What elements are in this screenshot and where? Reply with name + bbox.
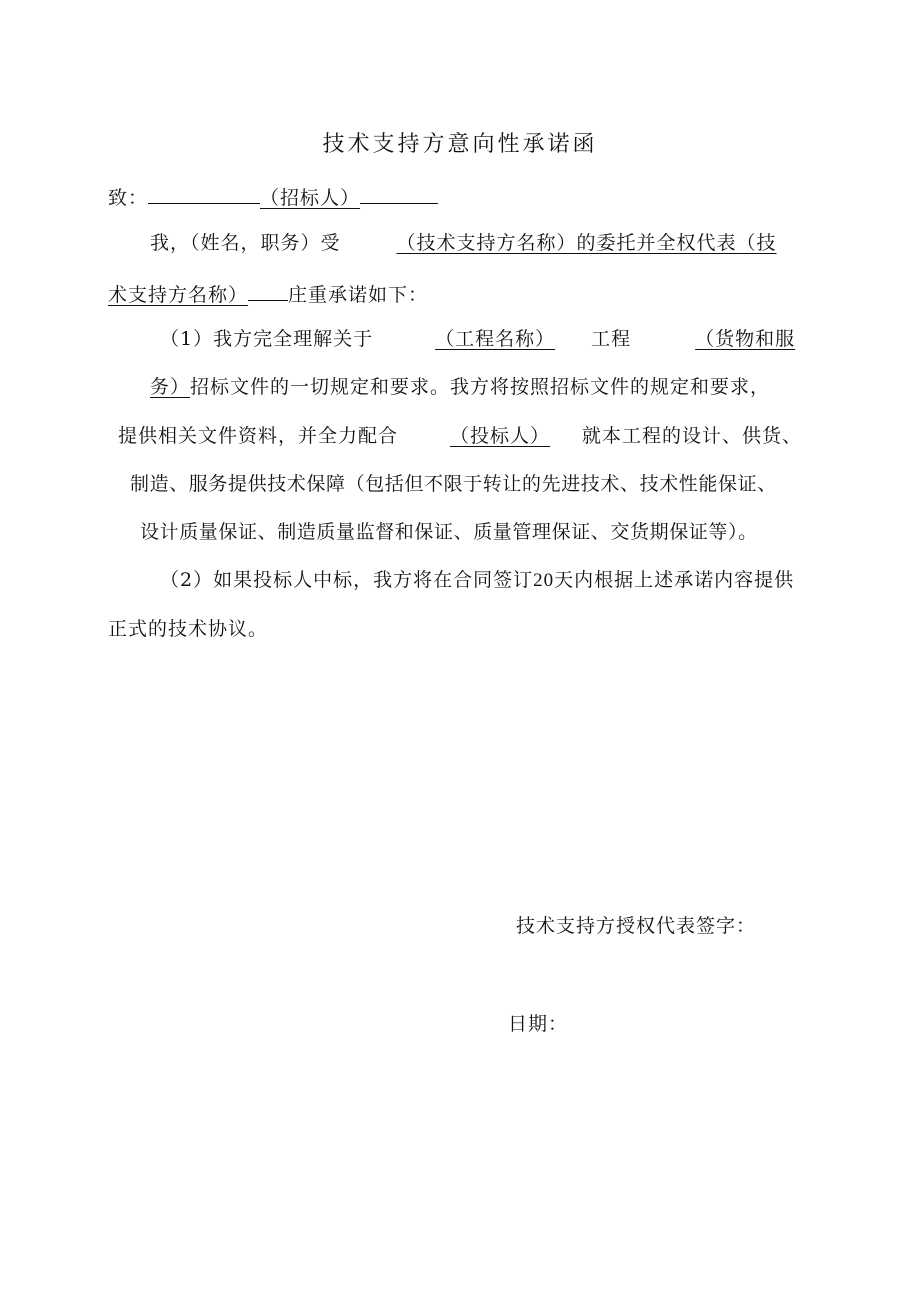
text-span: （2）如果投标人中标，我方将在合同签订 [160, 569, 534, 591]
goods-services-placeholder: （货物和服 [695, 328, 796, 350]
item-1-line-3 [118, 424, 802, 448]
text-span: 就本工程的设计、供货、 [582, 425, 803, 447]
text-span: （1）我方完全理解关于 [160, 328, 374, 350]
item-1-line-4 [130, 472, 777, 496]
text-span: 庄重承诺如下： [288, 284, 429, 306]
recipient-line [108, 183, 438, 210]
item-1-line-5 [140, 520, 758, 544]
bidder-placeholder: （投标人） [450, 425, 551, 447]
signature-label: 技术支持方授权代表签字： [516, 915, 757, 937]
supporter-name-placeholder: 术支持方名称） [108, 284, 249, 306]
blank-line [148, 183, 260, 204]
text-span: 天内根据上述承诺内容提供 [554, 569, 795, 591]
supporter-name-placeholder: （技术支持方名称） [396, 232, 577, 254]
paragraph-1-line-1 [150, 231, 777, 255]
text-span: 招标文件的一切规定和要求。我方将按照招标文件的规定和要求， [190, 376, 771, 398]
project-name-placeholder: （工程名称） [435, 328, 556, 350]
text-span: 制造、服务提供技术保障（包括但不限于转让的先进技术、技术性能保证、 [130, 473, 777, 495]
item-2-line-2 [108, 617, 268, 641]
text-span: 设计质量保证、制造质量监督和保证、质量管理保证、交货期保证等）。 [140, 521, 758, 543]
to-label: 致： [108, 187, 149, 209]
item-1-line-1 [160, 327, 795, 351]
text-span: 正式的技术协议。 [108, 618, 269, 640]
date-label: 日期： [508, 1013, 569, 1035]
text-span: 的委托并全权代表（技 [576, 232, 777, 254]
blank-line [248, 280, 288, 301]
days-count: 20 [533, 570, 555, 591]
paragraph-1-line-2 [108, 280, 428, 307]
blank-line [360, 183, 438, 204]
document-title: 技术支持方意向性承诺函 [322, 132, 598, 157]
item-1-line-2 [150, 375, 770, 399]
goods-services-placeholder: 务） [150, 376, 191, 398]
text-span: 提供相关文件资料，并全力配合 [118, 425, 399, 447]
recipient-placeholder: （招标人） [260, 187, 361, 209]
text-span: 我，（姓名，职务）受 [150, 232, 341, 254]
text-span: 工程 [591, 328, 632, 350]
item-2-line-1 [160, 568, 794, 593]
